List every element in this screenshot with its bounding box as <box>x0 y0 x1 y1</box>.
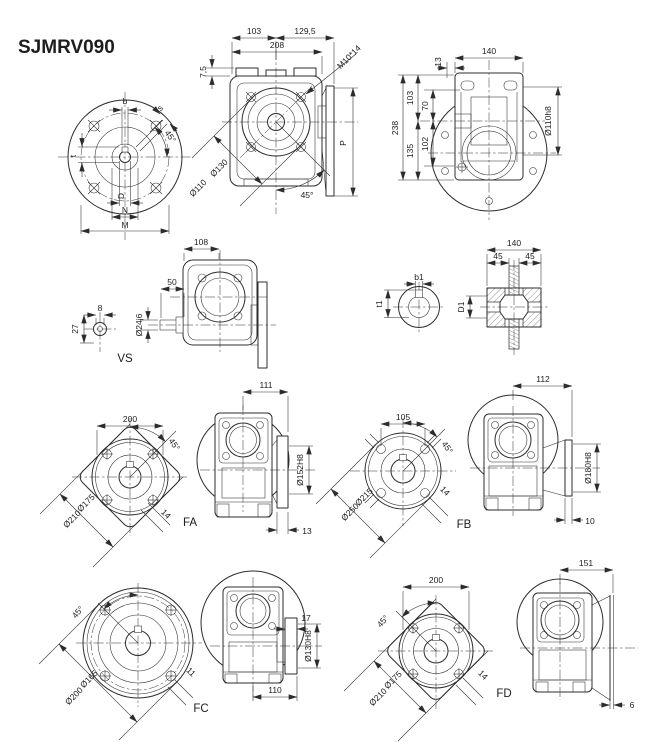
keyway-notch <box>400 455 407 461</box>
view-fc-side <box>201 571 322 701</box>
view-keyway <box>374 272 445 333</box>
dim-238: 238 <box>390 120 400 136</box>
dim-8: 8 <box>97 303 103 313</box>
view-fc-face <box>39 583 209 740</box>
dim-111: 111 <box>259 380 273 390</box>
dim-bolt-circle-215: Ø215 <box>352 485 375 508</box>
dim-45-left: 45 <box>493 251 503 261</box>
view-label-fd: FD <box>496 688 512 700</box>
dim-208: 208 <box>269 40 285 50</box>
dim-151: 151 <box>578 558 594 568</box>
view-front <box>187 26 363 214</box>
dim-N: N <box>121 205 129 215</box>
dim-108: 108 <box>193 237 209 247</box>
view-fd-face <box>344 575 512 741</box>
dim-bore-110h8: Ø110h8 <box>543 106 553 136</box>
dim-bore-152h8: Ø152H8 <box>295 454 305 486</box>
dim-17: 17 <box>301 613 311 623</box>
dim-11: 11 <box>184 665 198 679</box>
dim-angle-45: 45° <box>166 436 183 453</box>
dim-bolt-circle-175: Ø175 <box>74 491 97 514</box>
dim-135: 135 <box>405 143 415 159</box>
dim-140: 140 <box>506 238 522 248</box>
dim-b1: b1 <box>414 272 424 282</box>
dim-200: 200 <box>122 414 138 424</box>
view-label-fb: FB <box>456 519 472 531</box>
dim-outer-210: Ø210 <box>60 507 83 530</box>
dim-angle-45: 45° <box>439 439 456 456</box>
dim-110: 110 <box>268 685 282 695</box>
view-label-fc: FC <box>193 703 209 715</box>
dim-P: P <box>338 140 348 146</box>
view-fb-face <box>316 412 472 558</box>
dim-M: M <box>121 220 129 230</box>
output-flange-plate <box>326 86 334 196</box>
dim-14: 14 <box>159 506 174 521</box>
view-hollow-shaft <box>456 238 548 355</box>
view-vs <box>70 303 133 365</box>
dim-bolt-circle-175: Ø175 <box>381 668 404 691</box>
dim-112: 112 <box>536 374 550 384</box>
dim-b: b <box>122 96 128 106</box>
dim-50: 50 <box>167 277 177 287</box>
dim-105: 105 <box>395 412 411 422</box>
view-fd-side <box>517 558 638 710</box>
output-flange-plate <box>277 436 288 508</box>
view-fa-face <box>40 414 197 567</box>
dim-angle-45: 45° <box>69 603 86 621</box>
keyway-notch <box>433 635 440 641</box>
dim-bolt-circle-130: Ø130 <box>207 156 230 179</box>
dim-angle-45: 45° <box>162 128 179 145</box>
dim-14: 14 <box>476 667 491 682</box>
dim-103: 103 <box>246 26 262 36</box>
dim-27: 27 <box>70 324 80 334</box>
dim-bolt-circle-165: Ø165 <box>77 667 100 690</box>
dim-tap-m10: M10*14 <box>334 42 363 71</box>
view-shaft-end <box>58 92 192 240</box>
keyway-notch <box>135 626 142 633</box>
view-rear <box>390 46 562 220</box>
dim-7-5: 7,5 <box>198 66 208 78</box>
dim-pilot-110: Ø110 <box>187 177 209 199</box>
dim-13: 13 <box>433 57 443 67</box>
dim-D1: D1 <box>456 301 466 313</box>
dim-s: s <box>154 102 165 113</box>
view-fa-side <box>197 380 316 536</box>
view-input-side <box>134 237 276 368</box>
dim-D: D <box>116 192 126 200</box>
dim-outer-250: Ø250 <box>338 500 361 523</box>
page-title: SJMRV090 <box>18 37 115 58</box>
dim-140: 140 <box>481 46 497 56</box>
dim-bore-180h8: Ø180H8 <box>583 452 593 484</box>
view-fb-side <box>468 374 601 526</box>
dim-10: 10 <box>585 516 595 526</box>
dim-13: 13 <box>302 526 312 536</box>
view-label-fa: FA <box>182 517 198 529</box>
dim-103: 103 <box>405 90 415 106</box>
dim-outer-210: Ø210 <box>366 685 389 708</box>
dim-t: t <box>68 154 78 158</box>
view-label-vs: VS <box>117 353 133 365</box>
dim-angle-45: 45° <box>300 190 314 200</box>
keyway-notch <box>122 147 128 152</box>
keyway-notch <box>416 290 423 298</box>
dim-outer-200: Ø200 <box>62 684 85 707</box>
dim-200: 200 <box>428 575 444 585</box>
dim-t1: t1 <box>374 300 384 308</box>
dim-45-right: 45 <box>525 251 535 261</box>
dim-6: 6 <box>629 700 635 710</box>
keyway-notch <box>127 462 134 468</box>
dim-70: 70 <box>420 101 430 111</box>
dim-bore-130h8: Ø130H8 <box>303 630 313 662</box>
dim-102: 102 <box>420 136 430 152</box>
dim-14: 14 <box>438 483 453 498</box>
dim-angle-45: 45° <box>374 612 391 630</box>
dim-shaft-24j6: Ø24j6 <box>134 313 144 337</box>
dim-129-5: 129,5 <box>294 26 316 36</box>
